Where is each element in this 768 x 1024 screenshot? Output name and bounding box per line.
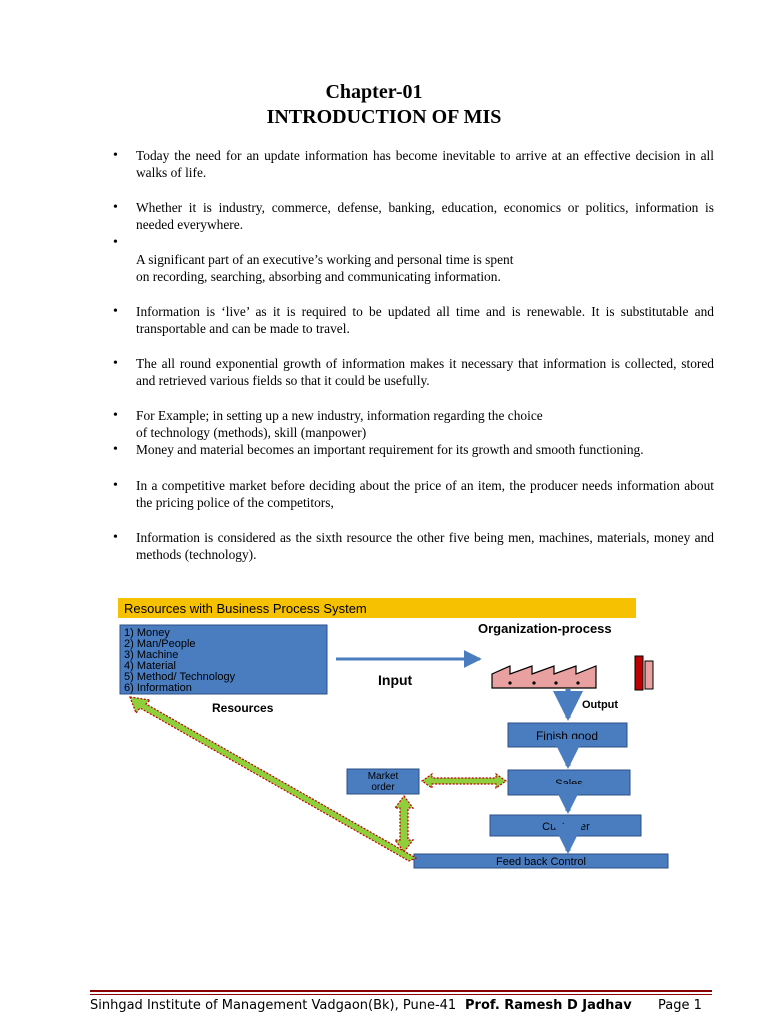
bullet-text: Today the need for an update information has become inevitable to arrive at an effective decision in all walks of life. (136, 148, 714, 180)
resources-label: Resources (212, 701, 274, 715)
diagram-banner-text: Resources with Business Process System (124, 601, 367, 616)
chapter-number: Chapter-01 (325, 81, 423, 103)
resources-item: 6) Information (124, 682, 192, 694)
market-sales-arrow (422, 774, 506, 788)
sales-label: Sales (555, 778, 583, 790)
bullet-marker: • (113, 478, 118, 493)
market-order-label: order (371, 782, 395, 793)
bullet-marker: • (113, 200, 118, 215)
resources-item: 1) Money (124, 627, 170, 639)
bullet-text: A significant part of an executive’s working and personal time is spent on recording, searching, absorbing and communicating information. (136, 252, 514, 284)
bullet-text: For Example; in setting up a new industry, information regarding the choice of technology (methods), skill (manpower) (136, 408, 543, 440)
resources-item: 5) Method/ Technology (124, 671, 236, 683)
bullet-marker: • (113, 530, 118, 545)
factory-icon (492, 656, 653, 690)
finish-good-label: Finish good (535, 729, 599, 743)
bullet-marker: • (113, 235, 118, 250)
resources-item: 4) Material (124, 660, 176, 672)
resources-item: 3) Machine (124, 649, 179, 661)
market-feedback-arrow (395, 796, 413, 852)
footer-rule (90, 990, 712, 992)
bullet-marker: • (113, 148, 118, 163)
bullet-marker: • (113, 442, 118, 457)
customer-label: Customer (542, 821, 590, 833)
bullet-text: The all round exponential growth of information makes it necessary that information is collected, stored and retrieved various fields so that it could be usefully. (136, 356, 714, 388)
feedback-control-label: Feed back Control (496, 856, 586, 868)
output-label: Output (582, 699, 619, 711)
bullet-marker: • (113, 408, 118, 423)
footer-institute: Sinhgad Institute of Management Vadgaon(Bk), Pune-41 (90, 998, 457, 1013)
bullet-text: Information is considered as the sixth resource the other five being men, machines, materials, money and methods (technology). (136, 530, 714, 562)
bullet-text: Information is ‘live’ as it is required to be updated all time and is renewable. It is substitutable and transportable and can be made to travel. (136, 304, 714, 336)
footer-rule (90, 994, 712, 995)
footer-author: Prof. Ramesh D Jadhav (465, 998, 632, 1013)
input-label: Input (378, 672, 413, 688)
business-process-diagram (116, 596, 676, 876)
bullet-text: In a competitive market before deciding about the price of an item, the producer needs information about the pricing police of the competitors, (136, 478, 714, 510)
bullet-marker: • (113, 356, 118, 371)
bullet-marker: • (113, 304, 118, 319)
footer-page-number: Page 1 (658, 998, 702, 1013)
chapter-title: INTRODUCTION OF MIS (266, 106, 502, 128)
org-process-label: Organization-process (478, 621, 612, 636)
bullet-text: Whether it is industry, commerce, defense, banking, education, economics or politics, information is needed everywhere. (136, 200, 714, 232)
market-order-label: Market (367, 771, 399, 782)
resources-item: 2) Man/People (124, 638, 196, 650)
bullet-text: Money and material becomes an important requirement for its growth and smooth functioning. (136, 442, 644, 457)
